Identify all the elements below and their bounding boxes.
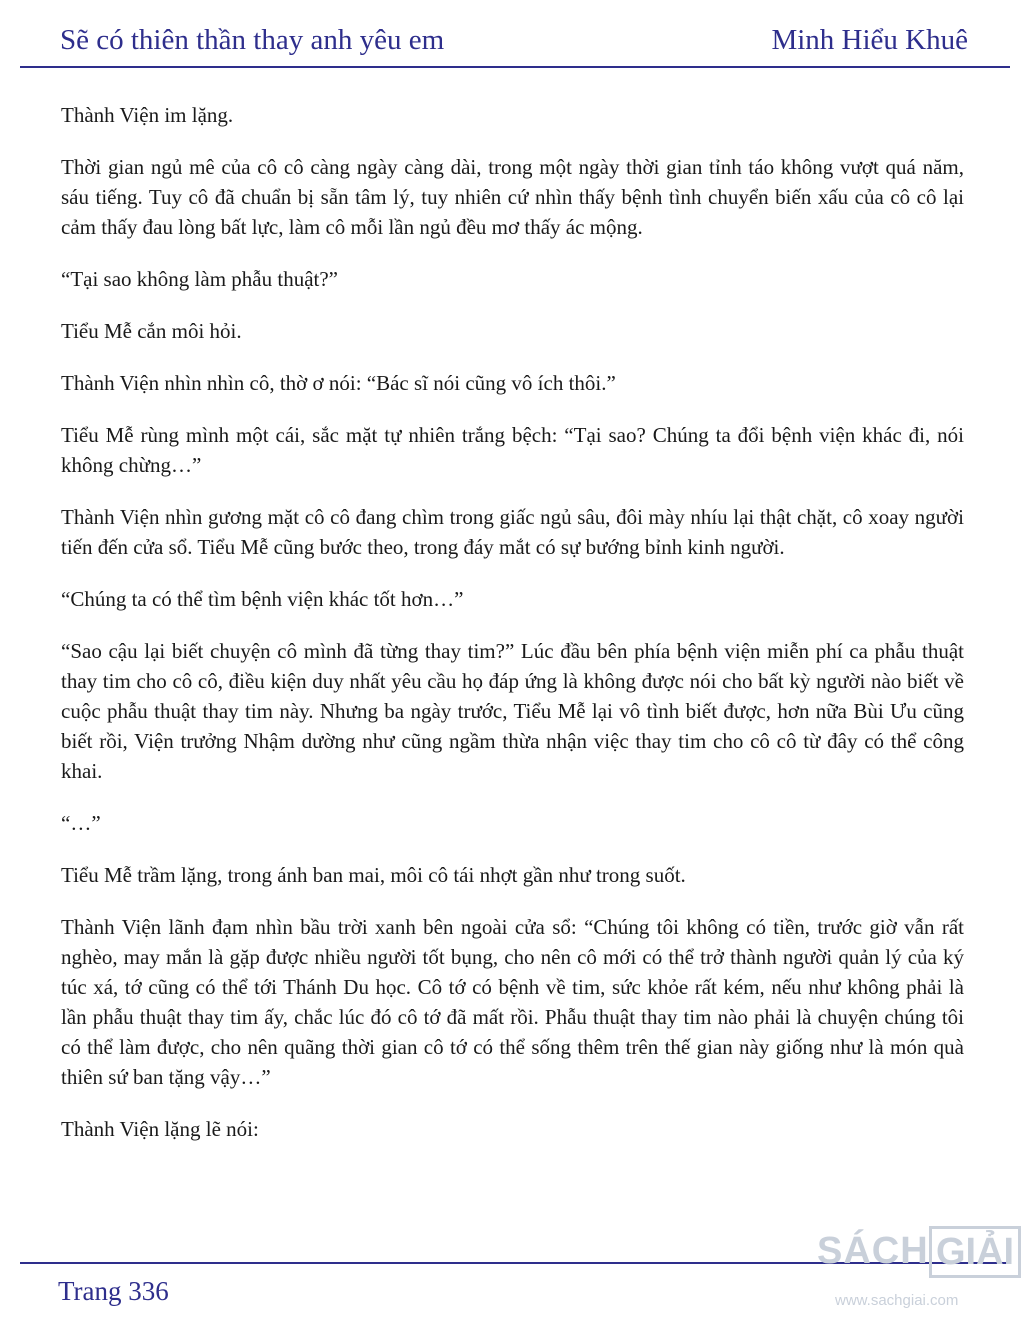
paragraph: “Sao cậu lại biết chuyện cô mình đã từng thay tim?” Lúc đầu bên phía bệnh viện miễn phí ca phẫu thuật thay tim cho cô cô, điều kiện duy nhất yêu cầu họ đáp ứng là không được nói cho bất kỳ người nào biết về cuộc phẫu thuật thay tim này. Nhưng ba ngày trước, Tiểu Mễ lại vô tình biết được, hơn nữa Bùi Ưu cũng biết rồi, Viện trưởng Nhậm dường như cũng ngầm thừa nhận việc thay tim cho cô cô từ đây có thể công khai.: [61, 639, 964, 783]
watermark-brand-left: SÁCH: [817, 1230, 929, 1272]
paragraph: Tiểu Mễ cắn môi hỏi.: [61, 319, 242, 343]
paragraph: Thành Viện nhìn gương mặt cô cô đang chìm trong giấc ngủ sâu, đôi mày nhíu lại thật chặt, cô xoay người tiến đến cửa sổ. Tiểu Mễ cũng bước theo, trong đáy mắt có sự bướng bỉnh kinh người.: [61, 505, 964, 559]
paragraph: Thành Viện lãnh đạm nhìn bầu trời xanh bên ngoài cửa sổ: “Chúng tôi không có tiền, trước giờ vẫn rất nghèo, may mắn là gặp được nhiều người tốt bụng, cho nên cô mới có thể trở thành người quản lý của ký túc xá, tớ cũng có thể tới Thánh Du học. Cô tớ có bệnh về tim, sức khỏe rất kém, nếu như không phải là lần phẫu thuật thay tim ấy, chắc lúc đó cô tớ đã mất rồi. Phẫu thuật thay tim nào phải là chuyện chúng tôi có thể làm được, cho nên quãng thời gian cô tớ có thể sống thêm trên thế gian này giống như là món quà thiên sứ ban tặng vậy…”: [61, 915, 964, 1089]
paragraph: Tiểu Mễ rùng mình một cái, sắc mặt tự nhiên trắng bệch: “Tại sao? Chúng ta đổi bệnh viện khác đi, nói không chừng…”: [61, 423, 964, 477]
paragraph: Thành Viện lặng lẽ nói:: [61, 1117, 259, 1141]
page-number: Trang 336: [58, 1276, 169, 1306]
watermark-brand-right: GIẢI: [929, 1226, 1021, 1278]
paragraph: Thành Viện nhìn nhìn cô, thờ ơ nói: “Bác sĩ nói cũng vô ích thôi.”: [61, 371, 616, 395]
author-name: Minh Hiểu Khuê: [771, 24, 968, 56]
watermark-logo: [817, 1230, 1022, 1320]
watermark-url: www.sachgiai.com: [835, 1292, 959, 1309]
paragraph: Thành Viện im lặng.: [61, 103, 234, 127]
paragraph: Thời gian ngủ mê của cô cô càng ngày càng dài, trong một ngày thời gian tỉnh táo không vượt quá năm, sáu tiếng. Tuy cô đã chuẩn bị sẵn tâm lý, tuy nhiên cứ nhìn thấy bệnh tình chuyển biến xấu của cô cô lại cảm thấy đau lòng bất lực, làm cô mỗi lần ngủ đều mơ thấy ác mộng.: [61, 155, 964, 239]
book-title: Sẽ có thiên thần thay anh yêu em: [60, 24, 445, 56]
paragraph: Tiểu Mễ trầm lặng, trong ánh ban mai, môi cô tái nhợt gần như trong suốt.: [61, 863, 686, 887]
paragraph: “Chúng ta có thể tìm bệnh viện khác tốt hơn…”: [61, 587, 464, 611]
paragraph: “…”: [61, 811, 101, 835]
page-header: [20, 0, 1010, 68]
page-body: [61, 100, 964, 1166]
paragraph: “Tại sao không làm phẫu thuật?”: [61, 267, 338, 291]
